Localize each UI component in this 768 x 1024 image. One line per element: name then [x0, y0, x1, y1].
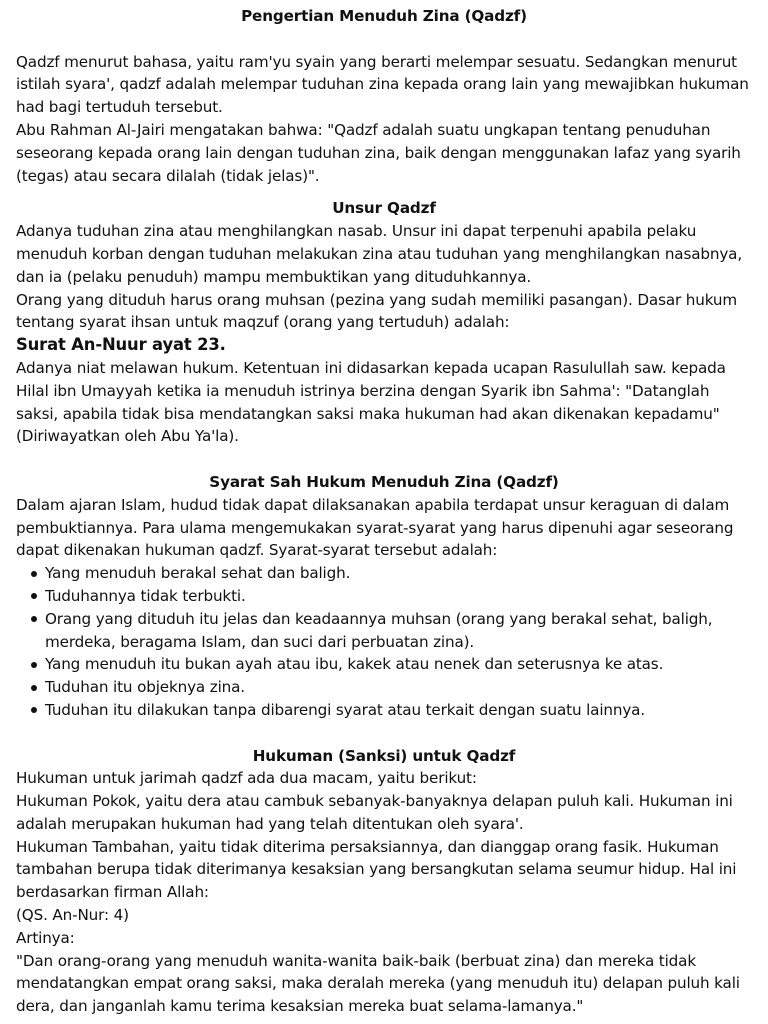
section-title-syarat: Syarat Sah Hukum Menuduh Zina (Qadzf)	[209, 472, 559, 491]
list-item: Tuduhan itu dilakukan tanpa dibarengi syarat atau terkait dengan suatu lainnya.	[45, 699, 752, 722]
list-item: Tuduhan itu objeknya zina.	[45, 676, 752, 699]
translation-text: "Dan orang-orang yang menuduh wanita-wanita baik-baik (berbuat zina) dan mereka tidak mendatangkan empat orang saksi, maka deralah mereka (yang menuduh itu) delapan puluh kali dera, dan janganlah kamu terima kesaksian mereka buat selama-lamanya."	[16, 951, 740, 1016]
quran-citation: (QS. An-Nur: 4)	[16, 906, 129, 925]
paragraph: Dalam ajaran Islam, hudud tidak dapat dilaksanakan apabila terdapat unsur keraguan di dalam pembuktiannya. Para ulama mengemukakan syarat-syarat yang harus dipenuhi agar seseorang dapat dikenakan hukuman qadzf. Syarat-syarat tersebut adalah:	[16, 495, 734, 560]
paragraph: Hukuman Tambahan, yaitu tidak diterima persaksiannya, dan dianggap orang fasik. Hukuman tambahan berupa tidak diterimanya kesaksian yang bersangkutan selama seumur hidup. Hal ini berdasarkan firman Allah:	[16, 837, 737, 902]
section-title-hukuman: Hukuman (Sanksi) untuk Qadzf	[252, 746, 516, 765]
quran-reference: Surat An-Nuur ayat 23.	[16, 335, 226, 355]
list-item: Tuduhannya tidak terbukti.	[45, 585, 752, 608]
paragraph: Orang yang dituduh harus orang muhsan (pezina yang sudah memiliki pasangan). Dasar hukum tentang syarat ihsan untuk maqzuf (orang yang tertuduh) adalah:	[16, 290, 738, 332]
list-item: Yang menuduh berakal sehat dan baligh.	[45, 562, 752, 585]
section-title-pengertian: Pengertian Menuduh Zina (Qadzf)	[241, 7, 527, 25]
list-item: Yang menuduh itu bukan ayah atau ibu, kakek atau nenek dan seterusnya ke atas.	[45, 653, 752, 676]
paragraph: Hukuman untuk jarimah qadzf ada dua macam, yaitu berikut:	[16, 769, 477, 788]
paragraph: Adanya tuduhan zina atau menghilangkan nasab. Unsur ini dapat terpenuhi apabila pelaku menuduh korban dengan tuduhan melakukan zina atau tuduhan yang menghilangkan nasabnya, dan ia (pelaku penuduh) mampu membuktikan yang dituduhkannya.	[16, 222, 743, 286]
paragraph: Hukuman Pokok, yaitu dera atau cambuk sebanyak-banyaknya delapan puluh kali. Hukuman ini adalah merupakan hukuman had yang telah ditentukan oleh syara'.	[16, 792, 733, 833]
paragraph: Qadzf menurut bahasa, yaitu ram'yu syain yang berarti melempar sesuatu. Sedangkan menurut istilah syara', qadzf adalah melempar tuduhan zina kepada orang lain yang mewajibkan hukuman had bagi tertuduh tersebut.	[16, 52, 749, 117]
paragraph: Abu Rahman Al-Jairi mengatakan bahwa: "Qadzf adalah suatu ungkapan tentang penuduhan seseorang kepada orang lain dengan tuduhan zina, baik dengan menggunakan lafaz yang syarih (tegas) atau secara dilalah (tidak jelas)".	[16, 120, 741, 185]
section-title-unsur: Unsur Qadzf	[332, 199, 436, 218]
translation-label: Artinya:	[16, 928, 75, 947]
paragraph: Adanya niat melawan hukum. Ketentuan ini didasarkan kepada ucapan Rasulullah saw. kepada Hilal ibn Umayyah ketika ia menuduh istrinya berzina dengan Syarik ibn Sahma': "Datanglah saksi, apabila tidak bisa mendatangkan saksi maka hukuman had akan dikenakan kepadamu" (Diriwayatkan oleh Abu Ya'la).	[16, 358, 726, 446]
conditions-list	[16, 562, 752, 722]
list-item: Orang yang dituduh itu jelas dan keadaannya muhsan (orang yang berakal sehat, baligh, merdeka, beragama Islam, dan suci dari perbuatan zina).	[45, 608, 752, 654]
